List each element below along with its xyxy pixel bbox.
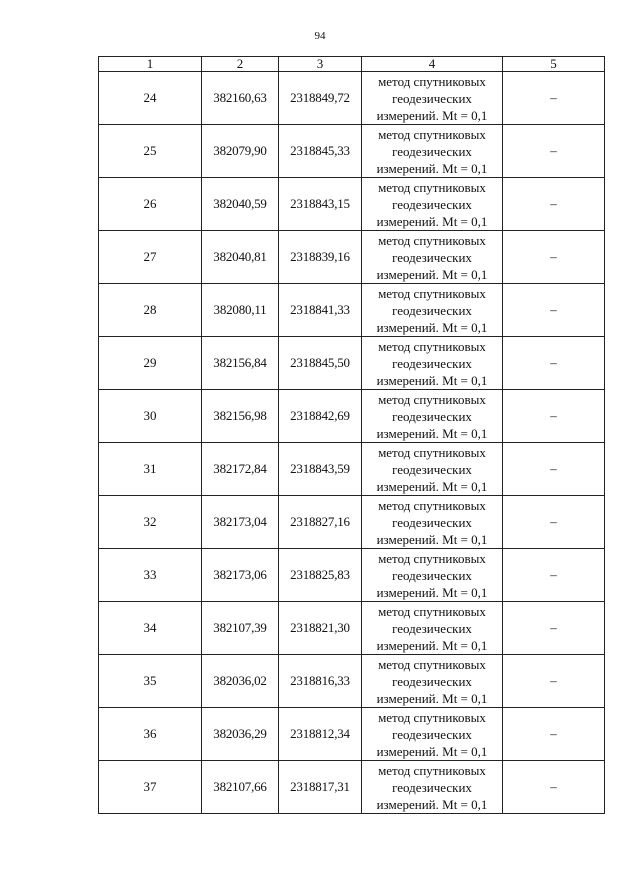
method-line: измерений. Mt = 0,1 (376, 425, 488, 441)
column-5-value: – (503, 390, 605, 443)
page-number: 94 (314, 30, 326, 42)
method-line: метод спутниковых (378, 656, 486, 672)
method-line: геодезических (392, 143, 472, 159)
table-row (99, 178, 605, 231)
table-row (99, 390, 605, 443)
point-number: 27 (99, 231, 202, 284)
method-description (362, 708, 503, 761)
method-line: метод спутниковых (378, 709, 486, 725)
table-row (99, 443, 605, 496)
method-line: геодезических (392, 461, 472, 477)
coord-x: 382036,02 (202, 655, 279, 708)
method-line: геодезических (392, 514, 472, 530)
column-5-value: – (503, 72, 605, 125)
method-line: геодезических (392, 355, 472, 371)
point-number: 26 (99, 178, 202, 231)
method-line: метод спутниковых (378, 232, 486, 248)
table-row (99, 655, 605, 708)
method-description (362, 390, 503, 443)
column-5-value: – (503, 708, 605, 761)
method-line: геодезических (392, 302, 472, 318)
method-line: геодезических (392, 726, 472, 742)
point-number: 25 (99, 125, 202, 178)
column-5-value: – (503, 231, 605, 284)
table-row (99, 337, 605, 390)
method-line: метод спутниковых (378, 391, 486, 407)
table-row (99, 72, 605, 125)
method-description (362, 655, 503, 708)
header-col-3: 3 (279, 57, 362, 72)
coord-y: 2318845,50 (279, 337, 362, 390)
column-5-value: – (503, 178, 605, 231)
coord-y: 2318839,16 (279, 231, 362, 284)
coord-y: 2318817,31 (279, 761, 362, 814)
coord-y: 2318843,15 (279, 178, 362, 231)
method-line: геодезических (392, 620, 472, 636)
coord-x: 382172,84 (202, 443, 279, 496)
coord-x: 382040,59 (202, 178, 279, 231)
point-number: 35 (99, 655, 202, 708)
column-5-value: – (503, 549, 605, 602)
coord-x: 382156,84 (202, 337, 279, 390)
method-description (362, 496, 503, 549)
coord-x: 382107,66 (202, 761, 279, 814)
method-description (362, 337, 503, 390)
method-line: метод спутниковых (378, 338, 486, 354)
coordinates-table (98, 56, 605, 814)
point-number: 32 (99, 496, 202, 549)
column-5-value: – (503, 496, 605, 549)
coord-x: 382107,39 (202, 602, 279, 655)
table-row (99, 602, 605, 655)
column-5-value: – (503, 655, 605, 708)
method-line: метод спутниковых (378, 550, 486, 566)
method-description (362, 549, 503, 602)
header-col-2: 2 (202, 57, 279, 72)
coord-y: 2318821,30 (279, 602, 362, 655)
method-line: измерений. Mt = 0,1 (376, 743, 488, 759)
coord-y: 2318827,16 (279, 496, 362, 549)
coord-x: 382173,06 (202, 549, 279, 602)
column-5-value: – (503, 761, 605, 814)
method-line: геодезических (392, 196, 472, 212)
point-number: 34 (99, 602, 202, 655)
method-line: измерений. Mt = 0,1 (376, 107, 488, 123)
method-description (362, 178, 503, 231)
table-row (99, 284, 605, 337)
column-5-value: – (503, 125, 605, 178)
table-row (99, 231, 605, 284)
coord-x: 382080,11 (202, 284, 279, 337)
coord-y: 2318843,59 (279, 443, 362, 496)
method-line: измерений. Mt = 0,1 (376, 637, 488, 653)
header-col-5: 5 (503, 57, 605, 72)
coord-y: 2318849,72 (279, 72, 362, 125)
table-row (99, 549, 605, 602)
method-line: измерений. Mt = 0,1 (376, 319, 488, 335)
table-row (99, 708, 605, 761)
table-body (99, 72, 605, 814)
column-5-value: – (503, 443, 605, 496)
method-description (362, 231, 503, 284)
method-description (362, 761, 503, 814)
coord-x: 382173,04 (202, 496, 279, 549)
coord-x: 382040,81 (202, 231, 279, 284)
method-line: измерений. Mt = 0,1 (376, 372, 488, 388)
method-description (362, 284, 503, 337)
method-line: метод спутниковых (378, 73, 486, 89)
point-number: 30 (99, 390, 202, 443)
method-line: геодезических (392, 567, 472, 583)
method-line: измерений. Mt = 0,1 (376, 690, 488, 706)
method-line: метод спутниковых (378, 603, 486, 619)
header-col-4: 4 (362, 57, 503, 72)
coord-y: 2318841,33 (279, 284, 362, 337)
column-5-value: – (503, 337, 605, 390)
header-row (99, 57, 605, 72)
method-line: измерений. Mt = 0,1 (376, 266, 488, 282)
coord-y: 2318842,69 (279, 390, 362, 443)
coord-y: 2318816,33 (279, 655, 362, 708)
coord-y: 2318825,83 (279, 549, 362, 602)
table-row (99, 125, 605, 178)
method-line: метод спутниковых (378, 179, 486, 195)
point-number: 24 (99, 72, 202, 125)
method-line: измерений. Mt = 0,1 (376, 213, 488, 229)
method-line: метод спутниковых (378, 126, 486, 142)
table-row (99, 496, 605, 549)
coord-x: 382160,63 (202, 72, 279, 125)
point-number: 33 (99, 549, 202, 602)
method-line: измерений. Mt = 0,1 (376, 478, 488, 494)
column-5-value: – (503, 284, 605, 337)
method-line: метод спутниковых (378, 444, 486, 460)
method-line: измерений. Mt = 0,1 (376, 584, 488, 600)
coord-y: 2318845,33 (279, 125, 362, 178)
method-line: метод спутниковых (378, 497, 486, 513)
method-line: геодезических (392, 673, 472, 689)
coord-x: 382079,90 (202, 125, 279, 178)
method-line: геодезических (392, 90, 472, 106)
point-number: 37 (99, 761, 202, 814)
method-description (362, 72, 503, 125)
method-line: метод спутниковых (378, 285, 486, 301)
method-line: измерений. Mt = 0,1 (376, 796, 488, 812)
header-col-1: 1 (99, 57, 202, 72)
method-line: измерений. Mt = 0,1 (376, 160, 488, 176)
column-5-value: – (503, 602, 605, 655)
point-number: 29 (99, 337, 202, 390)
method-description (362, 443, 503, 496)
method-line: метод спутниковых (378, 762, 486, 778)
method-line: геодезических (392, 408, 472, 424)
point-number: 36 (99, 708, 202, 761)
method-line: геодезических (392, 249, 472, 265)
method-line: геодезических (392, 779, 472, 795)
coord-y: 2318812,34 (279, 708, 362, 761)
method-line: измерений. Mt = 0,1 (376, 531, 488, 547)
coord-x: 382036,29 (202, 708, 279, 761)
method-description (362, 125, 503, 178)
point-number: 28 (99, 284, 202, 337)
point-number: 31 (99, 443, 202, 496)
method-description (362, 602, 503, 655)
table-row (99, 761, 605, 814)
coord-x: 382156,98 (202, 390, 279, 443)
